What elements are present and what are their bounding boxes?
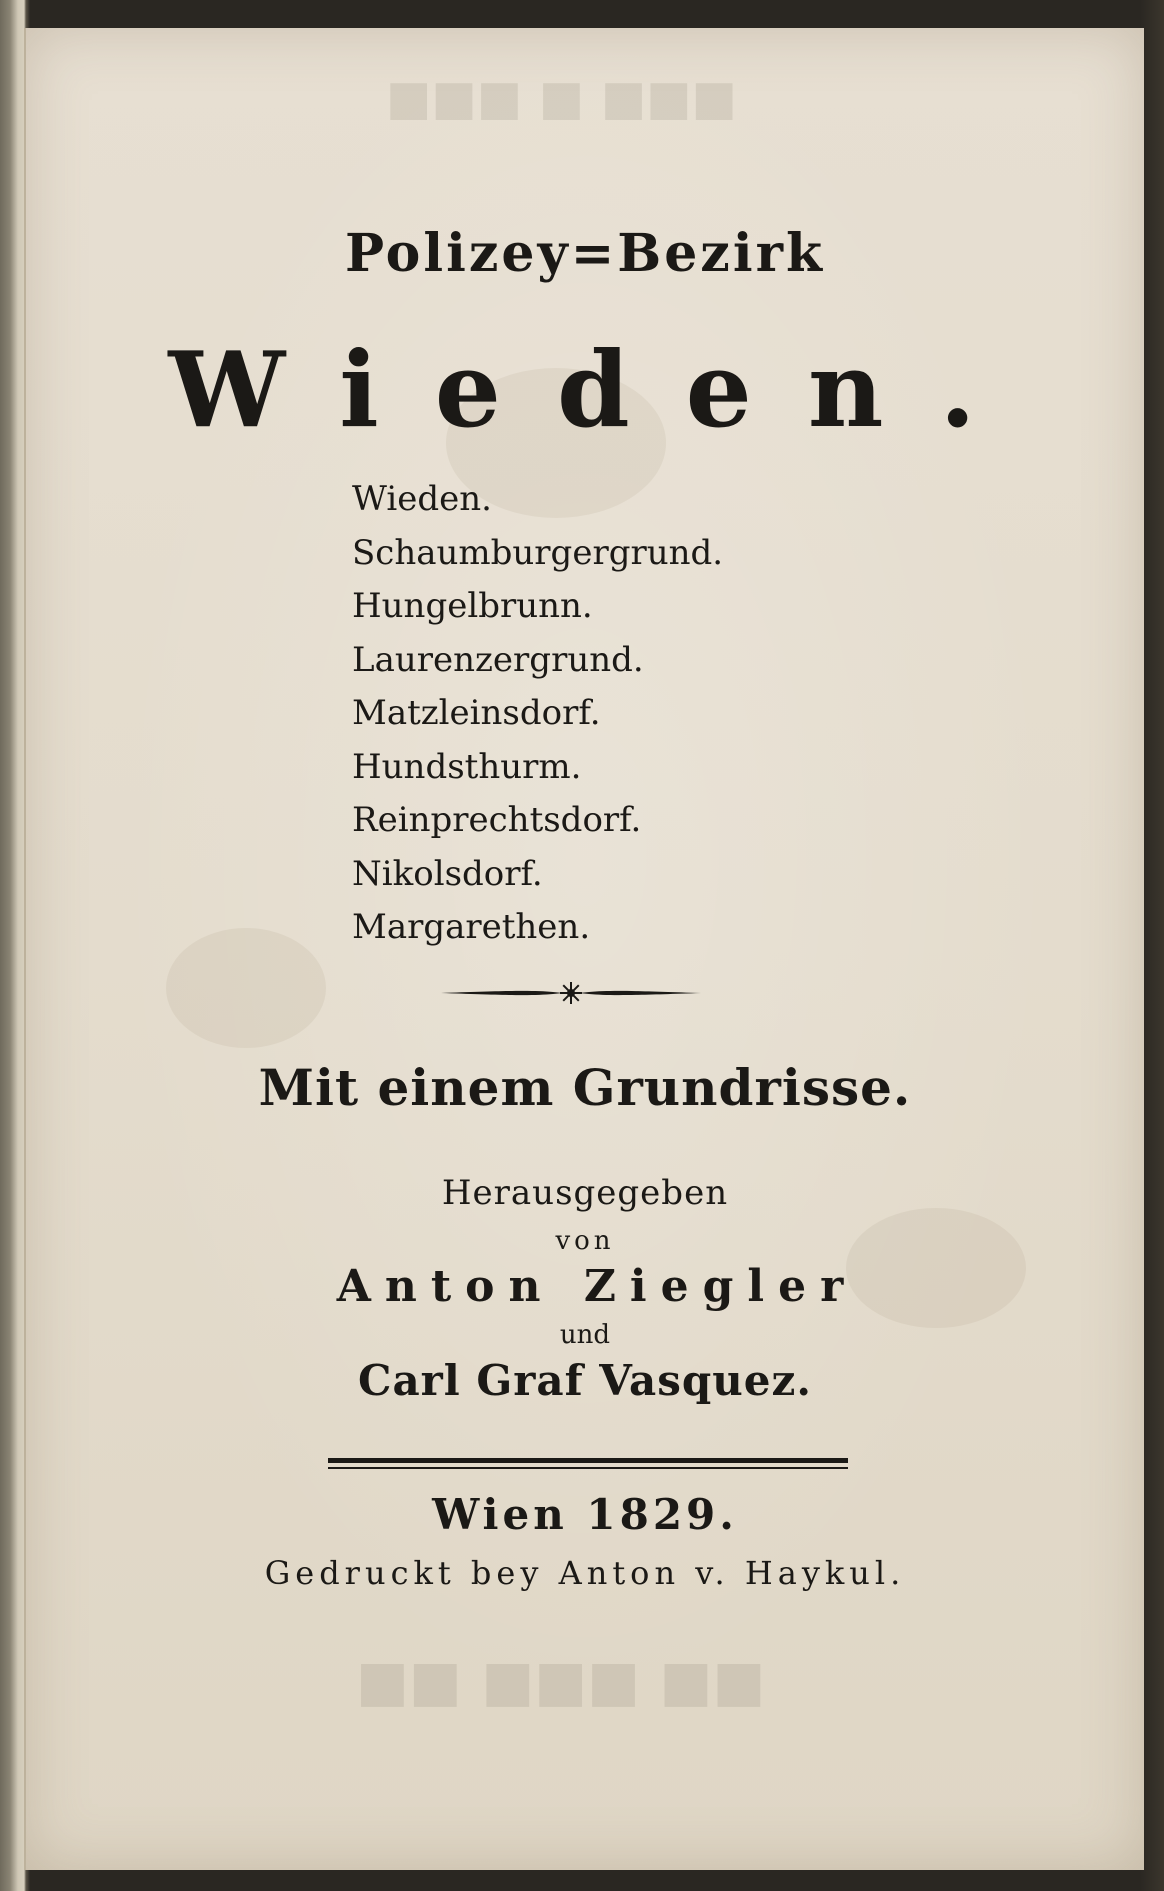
bleed-through-mark: ■■■ ■ ■■■ — [386, 70, 737, 126]
imprint-printer: Gedruckt bey Anton v. Haykul. — [264, 1554, 906, 1592]
title-line-1: Polizey=Bezirk — [344, 223, 826, 284]
author-name-2: Carl Graf Vasquez. — [358, 1356, 812, 1405]
place-item: Wieden. — [352, 479, 492, 519]
von-label: von — [555, 1226, 615, 1256]
double-rule-thick — [328, 1458, 848, 1463]
district-place-list — [352, 473, 723, 955]
place-item: Nikolsdorf. — [352, 853, 543, 894]
place-item: Hundsthurm. — [352, 746, 582, 787]
edited-by-label: Herausgegeben — [441, 1173, 729, 1213]
bleed-through-mark: ■■ ■■■ ■■ — [356, 1648, 766, 1714]
double-rule-thin — [328, 1467, 848, 1469]
place-item: Reinprechtsdorf. — [352, 800, 642, 840]
place-item: Hungelbrunn. — [352, 586, 593, 626]
place-item: Matzleinsdorf. — [352, 693, 601, 733]
author-name-1: Anton Ziegler — [336, 1261, 858, 1312]
title-page-content — [26, 28, 1144, 1870]
imprint-place-date: Wien 1829. — [432, 1490, 738, 1539]
place-item: Laurenzergrund. — [352, 639, 644, 680]
place-item: Schaumburgergrund. — [352, 532, 724, 573]
und-label: und — [559, 1320, 611, 1350]
title-line-2: Wieden. — [168, 328, 1032, 451]
title-page — [24, 28, 1144, 1870]
ornament-divider — [441, 980, 701, 1006]
subtitle: Mit einem Grundrisse. — [258, 1058, 912, 1117]
place-item: Margarethen. — [352, 907, 591, 947]
